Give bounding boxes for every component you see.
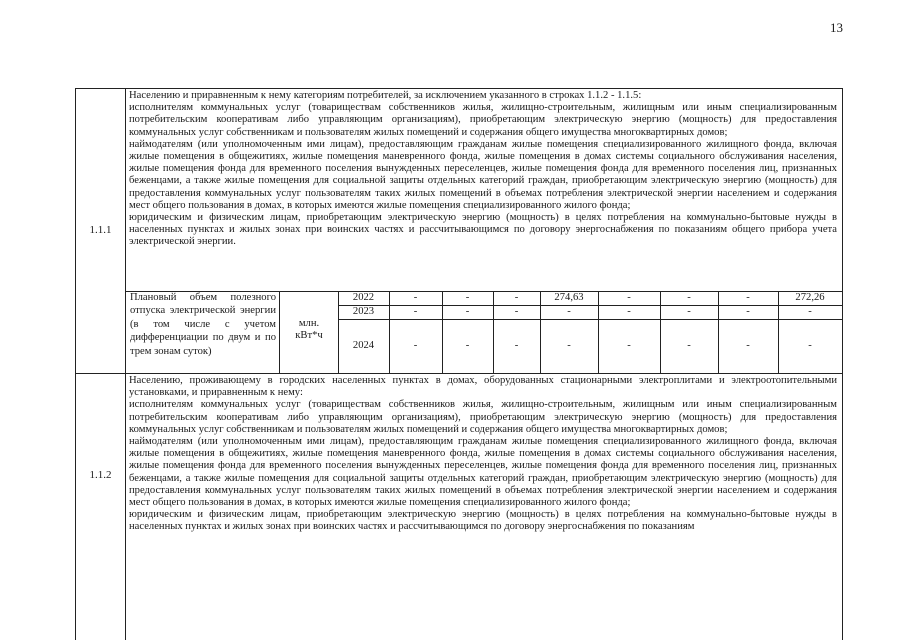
col-divider (540, 291, 541, 373)
row-number-1-1-2: 1.1.2 (89, 469, 112, 481)
unit-label: млн. кВт*ч (295, 318, 323, 341)
value-cell: - (627, 306, 631, 317)
value-cell: - (567, 340, 571, 351)
value-cell: - (465, 306, 470, 317)
paragraph: Населению, проживающему в городских населенных пунктах в домах, оборудованных стационарными электроплитами и электроотопительными установками, и приравненным к нему: (129, 375, 837, 399)
col-divider (493, 291, 494, 373)
value-cell: - (514, 306, 519, 317)
value-cell: - (627, 292, 631, 303)
paragraph: исполнителям коммунальных услуг (товариществам собственников жилья, жилищно-строительным, жилищным или иным специализированным потребительским кооперативам либо управляющим организациям), приобретающим электрическую энергию (мощность) для предоставления коммунальных услуг собственникам и пользователям жилых помещений и содержания общего имущества многоквартирных домов; (129, 399, 837, 435)
value-cell: - (746, 340, 750, 351)
paragraph: юридическим и физическим лицам, приобретающим электрическую энергию (мощность) в целях потребления на коммунально-бытовые нужды в населенных пунктах и жилых зонах при воинских частях и рассчитывающимся по договору энергоснабжения по показаниям (129, 509, 837, 533)
paragraph: Населению и приравненным к нему категориям потребителей, за исключением указанного в строках 1.1.2 - 1.1.5: (129, 90, 642, 101)
paragraph: юридическим и физическим лицам, приобретающим электрическую энергию (мощность) в целях потребления на коммунально-бытовые нужды в населенных пунктах и жилых зонах при воинских частях и рассчитывающимся по договору энергоснабжения по показаниям общего прибора учета электрической энергии. (129, 212, 837, 248)
paragraph: наймодателям (или уполномоченным ими лицам), предоставляющим гражданам жилые помещения специализированного жилищного фонда, включая жилые помещения в общежитиях, жилые помещения маневренного фонда, жилые помещения в домах системы социального обслуживания населения, жилые помещения фонда для временного поселения вынужденных переселенцев, жилые помещения фонда для временного поселения лиц, признанных беженцами, а также жилые помещения для социальной защиты отдельных категорий граждан, приобретающим электрическую энергию (мощность) для предоставления коммунальных услуг пользователям таких жилых помещений в объемах потребления электрической энергии населением и содержания мест общего пользования в домах, в которых имеются жилые помещения специализированного жилого фонда; (129, 138, 837, 211)
row-number-1-1-1: 1.1.1 (89, 224, 112, 236)
col-divider (598, 291, 599, 373)
value-cell: - (746, 292, 750, 303)
value-cell: - (808, 306, 812, 317)
value-cell: - (687, 306, 691, 317)
value-cell: - (514, 292, 519, 303)
col-divider (442, 291, 443, 373)
col-divider (778, 291, 779, 373)
value-cell: - (567, 306, 571, 317)
year-2023: 2023 (352, 306, 375, 317)
year-row-divider (338, 319, 842, 320)
label-column-divider (279, 291, 280, 373)
col-divider (718, 291, 719, 373)
value-cell: - (514, 340, 519, 351)
value-cell: - (687, 340, 691, 351)
year-2024: 2024 (352, 340, 375, 351)
value-cell: - (627, 340, 631, 351)
value-cell: - (808, 340, 812, 351)
number-column-divider (125, 89, 126, 640)
planned-volume-label: Плановый объем полезного отпуска электрической энергии (в том числе с учетом дифференциации по двум и по трем зонам суток) (130, 292, 276, 357)
value-cell: 272,26 (795, 292, 825, 303)
paragraph: исполнителям коммунальных услуг (товариществам собственников жилья, жилищно-строительным, жилищным или иным специализированным потребительским кооперативам либо управляющим организациям), приобретающим электрическую энергию (мощность) для предоставления коммунальных услуг собственникам и пользователям жилых помещений и содержания общего имущества многоквартирных домов; (129, 102, 837, 138)
unit-column-divider (338, 291, 339, 373)
row-1-1-1-description (129, 90, 837, 249)
col-divider (660, 291, 661, 373)
year-2022: 2022 (352, 292, 375, 303)
tariff-table (75, 88, 843, 640)
row-1-1-2-description (129, 375, 837, 534)
value-cell: - (746, 306, 750, 317)
page-number: 13 (830, 20, 843, 35)
value-cell: - (465, 292, 470, 303)
row-divider (76, 373, 842, 374)
paragraph: наймодателям (или уполномоченным ими лицам), предоставляющим гражданам жилые помещения специализированного жилищного фонда, включая жилые помещения в общежитиях, жилые помещения маневренного фонда, жилые помещения в домах системы социального обслуживания населения, жилые помещения фонда для временного поселения вынужденных переселенцев, жилые помещения фонда для временного поселения лиц, признанных беженцами, а также жилые помещения для социальной защиты отдельных категорий граждан, приобретающим электрическую энергию (мощность) для предоставления коммунальных услуг пользователям таких жилых помещений в объемах потребления электрической энергии населением и содержания мест общего пользования в домах, в которых имеются жилые помещения специализированного жилого фонда; (129, 436, 837, 509)
year-column-divider (389, 291, 390, 373)
value-cell: - (687, 292, 691, 303)
value-cell: - (465, 340, 470, 351)
value-cell: - (413, 340, 418, 351)
value-cell: 274,63 (554, 292, 584, 303)
value-cell: - (413, 292, 418, 303)
value-cell: - (413, 306, 418, 317)
